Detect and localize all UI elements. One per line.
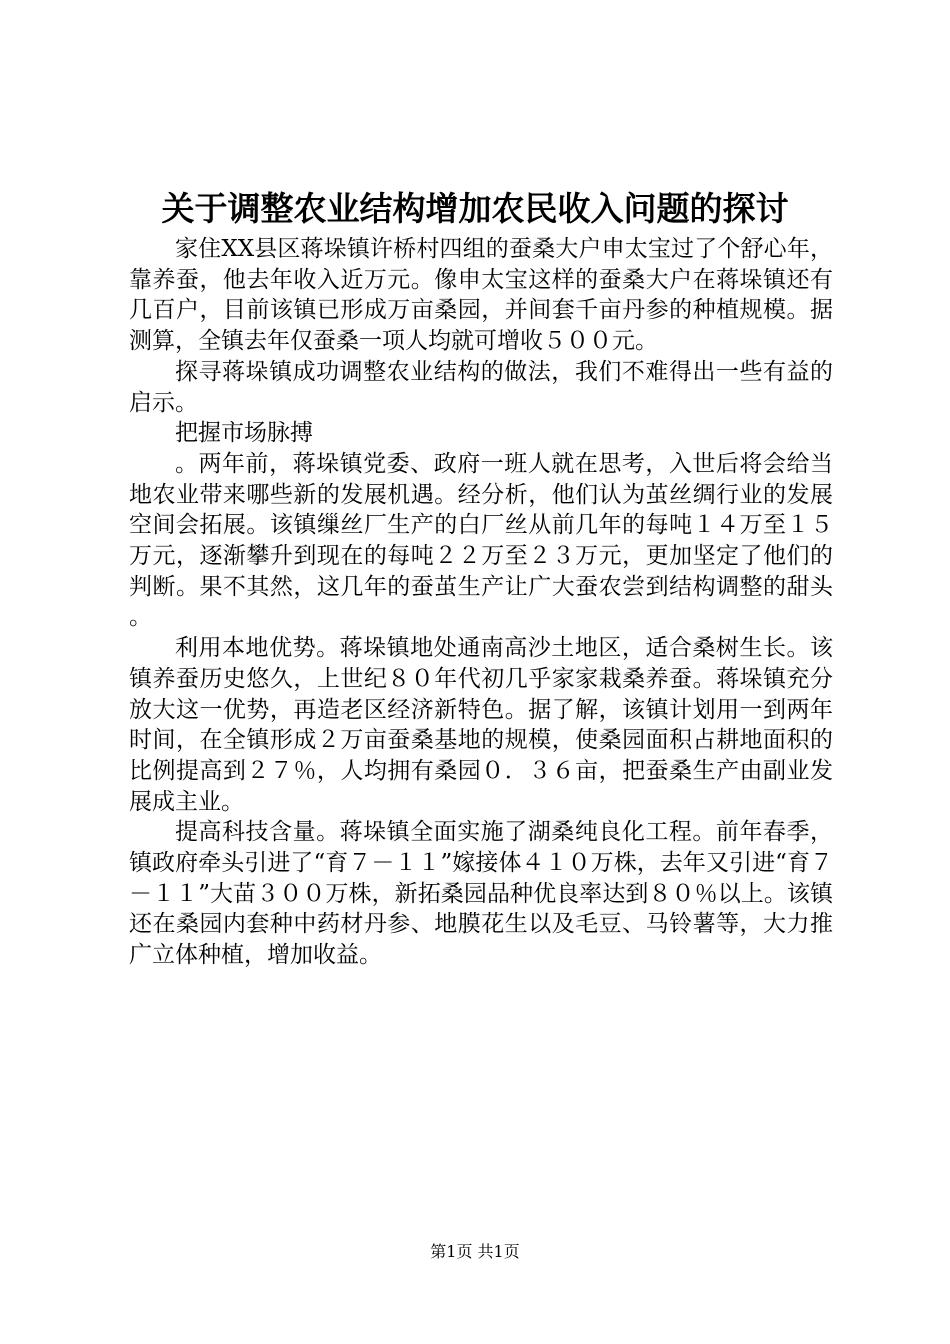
paragraph-1: 家住XX县区蒋垛镇许桥村四组的蚕桑大户申太宝过了个舒心年，靠养蚕，他去年收入近万元。像申太宝这样的蚕桑大户在蒋垛镇还有几百户，目前该镇已形成万亩桑园，并间套千亩丹参的种植规模。据测算，全镇去年仅蚕桑一项人均就可增收５００元。 — [129, 236, 833, 355]
document-title: 关于调整农业结构增加农民收入问题的探讨 — [161, 189, 789, 228]
section-heading-market: 把握市场脉搏 — [175, 420, 313, 447]
paragraph-5: 提高科技含量。蒋垛镇全面实施了湖桑纯良化工程。前年春季，镇政府牵头引进了“育７－１１”嫁接体４１０万株，去年又引进“育７－１１”大苗３００万株，新拓桑园品种优良率达到８０％以上。该镇还在桑园内套种中药材丹参、地膜花生以及毛豆、马铃薯等，大力推广立体种植，增加收益。 — [129, 819, 833, 969]
document-body — [129, 234, 833, 971]
paragraph-3: 。两年前，蒋垛镇党委、政府一班人就在思考，入世后将会给当地农业带来哪些新的发展机遇。经分析，他们认为茧丝绸行业的发展空间会拓展。该镇缫丝厂生产的白厂丝从前几年的每吨１４万至１５万元，逐渐攀升到现在的每吨２２万至２３万元，更加坚定了他们的判断。果不其然，这几年的蚕茧生产让广大蚕农尝到结构调整的甜头。 — [129, 450, 833, 631]
paragraph-2: 探寻蒋垛镇成功调整农业结构的做法，我们不难得出一些有益的启示。 — [129, 358, 833, 416]
paragraph-4: 利用本地优势。蒋垛镇地处通南高沙土地区，适合桑树生长。该镇养蚕历史悠久，上世纪８０年代初几乎家家栽桑养蚕。蒋垛镇充分放大这一优势，再造老区经济新特色。据了解，该镇计划用一到两年时间，在全镇形成２万亩蚕桑基地的规模，使桑园面积占耕地面积的比例提高到２７％，人均拥有桑园０．３６亩，把蚕桑生产由副业发展成主业。 — [129, 635, 833, 815]
page-footer: 第1页 共1页 — [430, 1242, 520, 1261]
